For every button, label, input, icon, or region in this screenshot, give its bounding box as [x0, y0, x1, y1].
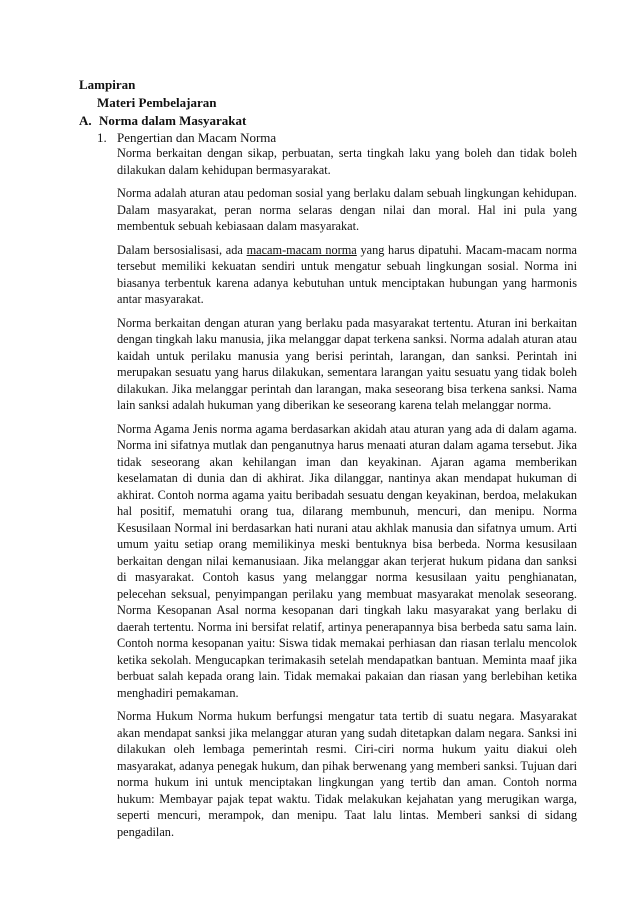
list-item-heading [97, 129, 276, 146]
heading-lampiran: Lampiran [79, 77, 136, 92]
heading-materi-pembelajaran: Materi Pembelajaran [97, 95, 217, 110]
paragraph-3-end: yang harus dipatuhi. Macam-macam norma tersebut memiliki kekuatan sendiri untuk mengatur sebuah lingkungan sosial. Norma ini biasanya terbentuk karena adanya kebutuhan untuk menciptakan hubungan yang harmonis antar masyarakat. [117, 242, 578, 306]
section-marker: A. [79, 113, 92, 128]
section-heading [79, 112, 246, 129]
paragraph-3 [117, 242, 577, 308]
paragraph-3-start: Dalam bersosialisasi, ada [117, 242, 247, 257]
list-item-marker: 1. [97, 130, 107, 145]
paragraph-5: Norma Agama Jenis norma agama berdasarkan akidah atau aturan yang ada di dalam agama. Norma ini sifatnya mutlak dan penganutnya harus menaati aturan dalam agama tersebut. Jika tidak seseorang akan kehilangan iman dan keyakinan. Ajaran agama memberikan keselamatan di dunia dan di akhirat. Jika dilanggar, nantinya akan mendapat hukuman di akhirat. Contoh norma agama yaitu beribadah sesuatu dengan keyakinan, berdoa, melakukan hal positif, mematuhi orang tua, dilarang membunuh, mencuri, dan menipu. Norma Kesusilaan Normal ini berdasarkan hati nurani atau akhlak manusia dan sifatnya umum. Arti umum yaitu setiap orang memilikinya meski bentuknya bisa berbeda. Norma kesusilaan berkaitan dengan nilai kemanusiaan. Jika melanggar akan terjerat hukum pidana dan sanksi di masyarakat. Contoh kasus yang melanggar norma kesusilaan yaitu penghianatan, pelecehan seksual, penyimpangan perilaku yang membuat masyarakat menolak seseorang. Norma Kesopanan Asal norma kesopanan dari tingkah laku masyarakat yang berlaku di daerah tertentu. Norma ini bersifat relatif, artinya penerapannya bisa berbeda satu sama lain. Contoh norma kesopanan yaitu: Siswa tidak memakai perhiasan dan riasan terlalu mencolok ketika sekolah. Mengucapkan terimakasih setelah mendapatkan bantuan. Meminta maaf jika berbuat salah kepada orang lain. Tidak memakai pakaian dan riasan yang berlebihan ketika menghadiri pemakaman. [117, 421, 577, 700]
paragraph-2: Norma adalah aturan atau pedoman sosial yang berlaku dalam sebuah lingkungan kehidupan. Dalam masyarakat, peran norma selaras dengan nilai dan moral. Hal ini pula yang membentuk sebuah kebiasaan dalam masyarakat. [117, 186, 577, 233]
section-title: Norma dalam Masyarakat [99, 113, 247, 128]
body-text [117, 145, 577, 847]
paragraph-6: Norma Hukum Norma hukum berfungsi mengatur tata tertib di suatu negara. Masyarakat akan mendapat sanksi jika melanggar aturan yang sudah ditetapkan dalam negara. Sanksi ini dilakukan oleh lembaga pemerintah resmi. Ciri-ciri norma hukum yaitu diakui oleh masyarakat, adanya penegak hukum, dan pihak berwenang yang memberi sanksi. Tujuan dari norma hukum ini untuk menciptakan lingkungan yang tertib dan aman. Contoh norma hukum: Membayar pajak tepat waktu. Tidak melakukan kejahatan yang merugikan warga, seperti mencuri, merampok, dan menipu. Taat lalu lintas. Memberi sanksi di sidang pengadilan. [117, 709, 577, 839]
macam-macam-norma-link[interactable]: macam-macam norma [246, 242, 357, 257]
list-item-title: Pengertian dan Macam Norma [117, 130, 277, 145]
paragraph-4: Norma berkaitan dengan aturan yang berlaku pada masyarakat tertentu. Aturan ini berkaitan dengan tingkah laku manusia, jika melanggar dapat terkena sanksi. Norma adalah aturan atau kaidah untuk perilaku manusia yang berisi perintah, larangan, dan sanksi. Perintah ini merupakan sesuatu yang harus dilakukan, sementara larangan yaitu sesuatu yang tidak boleh dilakukan. Jika melanggar perintah dan larangan, maka seseorang bisa terkena sanksi. Nama lain sanksi adalah hukuman yang diberikan ke seseorang karena telah melanggar norma. [117, 315, 577, 412]
paragraph-1: Norma berkaitan dengan sikap, perbuatan, serta tingkah laku yang boleh dan tidak boleh dilakukan dalam kehidupan bermasyarakat. [117, 146, 577, 177]
